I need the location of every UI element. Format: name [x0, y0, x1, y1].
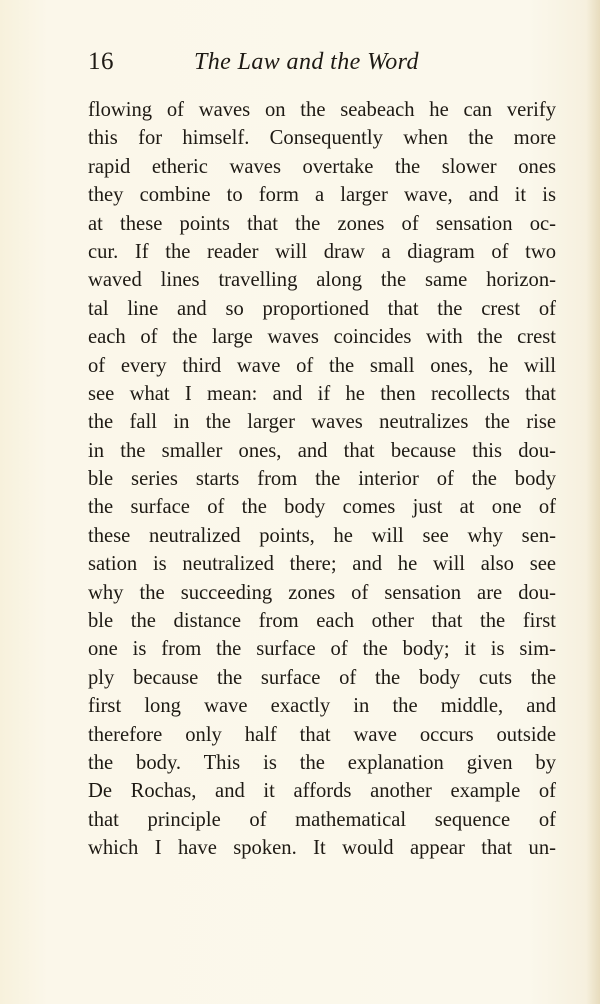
- text-line: ble the distance from each other that the first: [88, 610, 556, 633]
- body-text: [88, 96, 556, 863]
- text-line: at these points that the zones of sensation oc-: [88, 212, 556, 235]
- text-line: therefore only half that wave occurs outside: [88, 723, 556, 746]
- text-line: one is from the surface of the body; it is sim-: [88, 638, 556, 661]
- text-line: why the succeeding zones of sensation are dou-: [88, 581, 556, 604]
- text-line: each of the large waves coincides with the crest: [88, 326, 556, 349]
- text-line: the surface of the body comes just at one of: [88, 496, 556, 519]
- text-line: of every third wave of the small ones, he will: [88, 354, 556, 377]
- text-line: flowing of waves on the seabeach he can verify: [88, 99, 556, 121]
- page-edge-shadow: [586, 0, 600, 1004]
- text-line: this for himself. Consequently when the more: [88, 127, 556, 150]
- text-line: the body. This is the explanation given by: [88, 751, 556, 774]
- running-head-title: The Law and the Word: [194, 49, 419, 75]
- page-number: 16: [88, 48, 114, 75]
- text-line: see what I mean: and if he then recollects that: [88, 382, 556, 405]
- page-header: [88, 44, 558, 80]
- text-line: that principle of mathematical sequence of: [88, 808, 556, 831]
- text-line: which I have spoken. It would appear that un-: [88, 837, 556, 860]
- text-line: they combine to form a larger wave, and it is: [88, 184, 556, 207]
- text-line: cur. If the reader will draw a diagram of two: [88, 240, 556, 263]
- text-line: waved lines travelling along the same horizon-: [88, 269, 556, 292]
- text-line: in the smaller ones, and that because this dou-: [88, 439, 556, 462]
- text-line: these neutralized points, he will see why sen-: [88, 524, 556, 547]
- text-line: sation is neutralized there; and he will also see: [88, 553, 556, 576]
- text-line: rapid etheric waves overtake the slower ones: [88, 155, 556, 178]
- text-line: tal line and so proportioned that the crest of: [88, 297, 556, 320]
- text-line: ply because the surface of the body cuts the: [88, 666, 556, 689]
- text-line: De Rochas, and it affords another example of: [88, 780, 556, 803]
- text-line: the fall in the larger waves neutralizes the rise: [88, 411, 556, 434]
- text-line: first long wave exactly in the middle, and: [88, 695, 556, 718]
- text-line: ble series starts from the interior of the body: [88, 468, 556, 491]
